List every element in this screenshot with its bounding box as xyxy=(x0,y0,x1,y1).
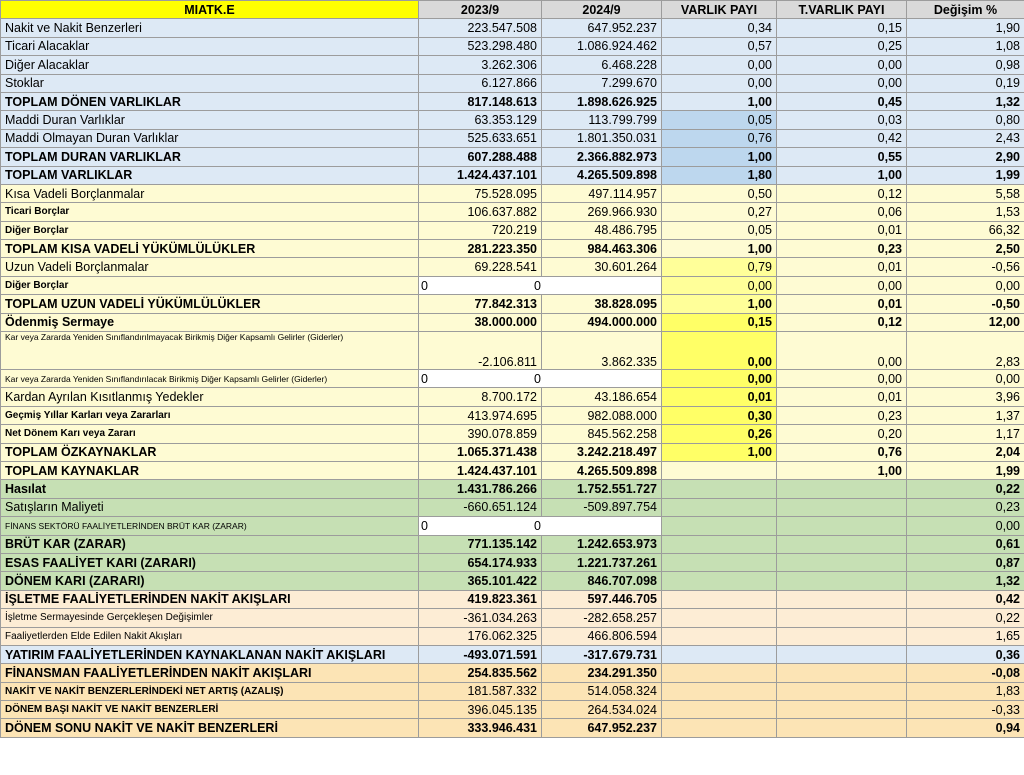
tvarlik-payi[interactable]: 0,06 xyxy=(777,203,907,221)
row-label[interactable]: Ticari Borçlar xyxy=(1,203,419,221)
value-2023[interactable]: 523.298.480 xyxy=(419,37,542,55)
table-row xyxy=(1,443,1024,461)
zero-values-cell[interactable] xyxy=(419,370,662,388)
table-body xyxy=(1,19,1024,737)
degisim[interactable]: 5,58 xyxy=(907,184,1024,202)
value-2023[interactable]: 63.353.129 xyxy=(419,111,542,129)
value-2023[interactable]: 365.101.422 xyxy=(419,572,542,590)
row-label[interactable]: NAKİT VE NAKİT BENZERLERİNDEKİ NET ARTIŞ (AZALIŞ) xyxy=(1,682,419,700)
row-label[interactable]: Kar veya Zararda Yeniden Sınıflandırılmayacak Birikmiş Diğer Kapsamlı Gelirler (Giderler) xyxy=(1,332,419,370)
value-2023: 0 xyxy=(421,518,428,533)
varlik-payi[interactable]: 1,00 xyxy=(662,92,777,110)
varlik-payi[interactable]: 1,00 xyxy=(662,148,777,166)
table-row xyxy=(1,313,1024,331)
tvarlik-payi[interactable]: 1,00 xyxy=(777,166,907,184)
value-2024[interactable]: 113.799.799 xyxy=(542,111,662,129)
varlik-payi[interactable] xyxy=(662,480,777,498)
row-label[interactable]: TOPLAM DÖNEN VARLIKLAR xyxy=(1,92,419,110)
ticker-title[interactable]: MIATK.E xyxy=(1,1,419,19)
row-label[interactable]: Kısa Vadeli Borçlanmalar xyxy=(1,184,419,202)
tvarlik-payi[interactable]: 0,12 xyxy=(777,313,907,331)
tvarlik-payi[interactable] xyxy=(777,590,907,608)
value-2024: 0 xyxy=(534,518,541,533)
row-label[interactable]: FİNANS SEKTÖRÜ FAALİYETLERİNDEN BRÜT KAR (ZARAR) xyxy=(1,517,419,535)
row-label[interactable]: TOPLAM DURAN VARLIKLAR xyxy=(1,148,419,166)
value-2024[interactable]: -282.658.257 xyxy=(542,609,662,627)
degisim[interactable]: 1,17 xyxy=(907,425,1024,443)
table-row xyxy=(1,19,1024,37)
varlik-payi[interactable]: 0,76 xyxy=(662,129,777,147)
varlik-payi[interactable]: 0,05 xyxy=(662,221,777,239)
value-2024[interactable]: 1.752.551.727 xyxy=(542,480,662,498)
varlik-payi[interactable] xyxy=(662,627,777,645)
value-2024[interactable]: 846.707.098 xyxy=(542,572,662,590)
table-row xyxy=(1,517,1024,535)
varlik-payi[interactable]: 1,00 xyxy=(662,240,777,258)
row-label[interactable]: FİNANSMAN FAALİYETLERİNDEN NAKİT AKIŞLARI xyxy=(1,664,419,682)
varlik-payi[interactable]: 0,34 xyxy=(662,19,777,37)
table-row xyxy=(1,148,1024,166)
varlik-payi[interactable] xyxy=(662,609,777,627)
table-row xyxy=(1,203,1024,221)
varlik-payi[interactable]: 0,05 xyxy=(662,111,777,129)
table-row xyxy=(1,406,1024,424)
tvarlik-payi[interactable] xyxy=(777,645,907,663)
varlik-payi[interactable]: 0,26 xyxy=(662,425,777,443)
value-2023[interactable]: 38.000.000 xyxy=(419,313,542,331)
degisim[interactable]: 0,98 xyxy=(907,56,1024,74)
row-label[interactable]: Kardan Ayrılan Kısıtlanmış Yedekler xyxy=(1,388,419,406)
varlik-payi[interactable]: 1,00 xyxy=(662,443,777,461)
value-2023[interactable]: 720.219 xyxy=(419,221,542,239)
degisim[interactable]: 1,08 xyxy=(907,37,1024,55)
col-varlik-payi-header[interactable]: VARLIK PAYI xyxy=(662,1,777,19)
row-label[interactable]: Hasılat xyxy=(1,480,419,498)
degisim[interactable]: 0,00 xyxy=(907,276,1024,294)
col-2023-header[interactable]: 2023/9 xyxy=(419,1,542,19)
degisim[interactable]: 1,65 xyxy=(907,627,1024,645)
table-row xyxy=(1,56,1024,74)
value-2024[interactable]: 6.468.228 xyxy=(542,56,662,74)
value-2023[interactable]: 333.946.431 xyxy=(419,719,542,737)
value-2024[interactable]: 2.366.882.973 xyxy=(542,148,662,166)
tvarlik-payi[interactable]: 0,42 xyxy=(777,129,907,147)
varlik-payi[interactable] xyxy=(662,461,777,479)
table-row xyxy=(1,480,1024,498)
tvarlik-payi[interactable]: 0,23 xyxy=(777,406,907,424)
degisim[interactable]: 2,43 xyxy=(907,129,1024,147)
tvarlik-payi[interactable] xyxy=(777,719,907,737)
table-row xyxy=(1,664,1024,682)
value-2024[interactable]: 234.291.350 xyxy=(542,664,662,682)
value-2023[interactable]: 817.148.613 xyxy=(419,92,542,110)
zero-values xyxy=(419,372,661,386)
value-2023[interactable]: 419.823.361 xyxy=(419,590,542,608)
row-label[interactable]: Ticari Alacaklar xyxy=(1,37,419,55)
value-2023[interactable]: 525.633.651 xyxy=(419,129,542,147)
degisim[interactable]: 2,90 xyxy=(907,148,1024,166)
degisim[interactable]: 1,99 xyxy=(907,461,1024,479)
value-2024[interactable]: 30.601.264 xyxy=(542,258,662,276)
degisim[interactable]: 1,99 xyxy=(907,166,1024,184)
value-2023[interactable]: 77.842.313 xyxy=(419,295,542,313)
row-label[interactable]: Diğer Borçlar xyxy=(1,221,419,239)
degisim[interactable]: 0,22 xyxy=(907,480,1024,498)
degisim[interactable]: 1,53 xyxy=(907,203,1024,221)
degisim[interactable]: -0,50 xyxy=(907,295,1024,313)
varlik-payi[interactable]: 1,00 xyxy=(662,295,777,313)
zero-values xyxy=(419,519,661,533)
tvarlik-payi[interactable] xyxy=(777,701,907,719)
degisim[interactable]: 66,32 xyxy=(907,221,1024,239)
value-2024[interactable]: 1.086.924.462 xyxy=(542,37,662,55)
degisim[interactable]: 2,50 xyxy=(907,240,1024,258)
value-2023[interactable]: 75.528.095 xyxy=(419,184,542,202)
degisim[interactable]: -0,08 xyxy=(907,664,1024,682)
value-2024: 0 xyxy=(534,278,541,293)
tvarlik-payi[interactable] xyxy=(777,480,907,498)
tvarlik-payi[interactable]: 0,20 xyxy=(777,425,907,443)
col-2024-header[interactable]: 2024/9 xyxy=(542,1,662,19)
tvarlik-payi[interactable]: 0,12 xyxy=(777,184,907,202)
tvarlik-payi[interactable]: 0,25 xyxy=(777,37,907,55)
varlik-payi[interactable]: 0,57 xyxy=(662,37,777,55)
table-row xyxy=(1,92,1024,110)
tvarlik-payi[interactable]: 0,01 xyxy=(777,295,907,313)
varlik-payi[interactable]: 0,01 xyxy=(662,388,777,406)
degisim[interactable]: 1,83 xyxy=(907,682,1024,700)
table-row xyxy=(1,258,1024,276)
table-row xyxy=(1,627,1024,645)
value-2023[interactable]: -361.034.263 xyxy=(419,609,542,627)
degisim[interactable]: 1,32 xyxy=(907,92,1024,110)
degisim[interactable]: 12,00 xyxy=(907,313,1024,331)
varlik-payi[interactable] xyxy=(662,719,777,737)
degisim[interactable]: 0,00 xyxy=(907,517,1024,535)
value-2024: 0 xyxy=(534,371,541,386)
value-2023[interactable]: 607.288.488 xyxy=(419,148,542,166)
row-label[interactable]: Satışların Maliyeti xyxy=(1,498,419,516)
value-2024[interactable]: 3.862.335 xyxy=(542,332,662,370)
degisim[interactable]: 1,32 xyxy=(907,572,1024,590)
varlik-payi[interactable]: 0,50 xyxy=(662,184,777,202)
row-label[interactable]: Maddi Duran Varlıklar xyxy=(1,111,419,129)
table-row xyxy=(1,111,1024,129)
tvarlik-payi[interactable]: 0,23 xyxy=(777,240,907,258)
degisim[interactable]: 0,00 xyxy=(907,370,1024,388)
degisim[interactable]: 1,37 xyxy=(907,406,1024,424)
varlik-payi[interactable]: 0,79 xyxy=(662,258,777,276)
row-label[interactable]: TOPLAM UZUN VADELİ YÜKÜMLÜLÜKLER xyxy=(1,295,419,313)
row-label[interactable]: Faaliyetlerden Elde Edilen Nakit Akışları xyxy=(1,627,419,645)
value-2024[interactable]: 647.952.237 xyxy=(542,719,662,737)
table-row xyxy=(1,682,1024,700)
value-2023[interactable]: 413.974.695 xyxy=(419,406,542,424)
row-label[interactable]: Uzun Vadeli Borçlanmalar xyxy=(1,258,419,276)
value-2024[interactable]: 3.242.218.497 xyxy=(542,443,662,461)
tvarlik-payi[interactable]: 0,03 xyxy=(777,111,907,129)
value-2024[interactable]: 466.806.594 xyxy=(542,627,662,645)
value-2023[interactable]: 390.078.859 xyxy=(419,425,542,443)
varlik-payi[interactable]: 0,00 xyxy=(662,370,777,388)
value-2024[interactable]: 269.966.930 xyxy=(542,203,662,221)
value-2023: 0 xyxy=(421,278,428,293)
degisim[interactable]: 0,42 xyxy=(907,590,1024,608)
tvarlik-payi[interactable] xyxy=(777,627,907,645)
varlik-payi[interactable] xyxy=(662,535,777,553)
value-2024[interactable]: -509.897.754 xyxy=(542,498,662,516)
row-label[interactable]: Diğer Alacaklar xyxy=(1,56,419,74)
value-2023[interactable]: -493.071.591 xyxy=(419,645,542,663)
value-2023[interactable]: -2.106.811 xyxy=(419,332,542,370)
tvarlik-payi[interactable]: 0,00 xyxy=(777,74,907,92)
varlik-payi[interactable]: 0,15 xyxy=(662,313,777,331)
degisim[interactable]: -0,33 xyxy=(907,701,1024,719)
value-2024[interactable]: 1.801.350.031 xyxy=(542,129,662,147)
varlik-payi[interactable]: 0,27 xyxy=(662,203,777,221)
value-2024[interactable]: 43.186.654 xyxy=(542,388,662,406)
value-2023[interactable]: -660.651.124 xyxy=(419,498,542,516)
tvarlik-payi[interactable]: 0,15 xyxy=(777,19,907,37)
degisim[interactable]: 3,96 xyxy=(907,388,1024,406)
row-label[interactable]: Ödenmiş Sermaye xyxy=(1,313,419,331)
tvarlik-payi[interactable]: 0,55 xyxy=(777,148,907,166)
table-row xyxy=(1,535,1024,553)
value-2023[interactable]: 6.127.866 xyxy=(419,74,542,92)
tvarlik-payi[interactable]: 0,00 xyxy=(777,370,907,388)
row-label[interactable]: İşletme Sermayesinde Gerçekleşen Değişimler xyxy=(1,609,419,627)
varlik-payi[interactable] xyxy=(662,682,777,700)
row-label[interactable]: DÖNEM KARI (ZARARI) xyxy=(1,572,419,590)
row-label[interactable]: Diğer Borçlar xyxy=(1,276,419,294)
value-2024[interactable]: 597.446.705 xyxy=(542,590,662,608)
tvarlik-payi[interactable]: 0,76 xyxy=(777,443,907,461)
table-row xyxy=(1,609,1024,627)
value-2024[interactable]: 4.265.509.898 xyxy=(542,461,662,479)
value-2024[interactable]: 7.299.670 xyxy=(542,74,662,92)
varlik-payi[interactable]: 0,00 xyxy=(662,276,777,294)
table-row xyxy=(1,461,1024,479)
table-row xyxy=(1,498,1024,516)
row-label[interactable]: Maddi Olmayan Duran Varlıklar xyxy=(1,129,419,147)
value-2024[interactable]: 48.486.795 xyxy=(542,221,662,239)
varlik-payi[interactable] xyxy=(662,701,777,719)
value-2024[interactable]: 1.221.737.261 xyxy=(542,553,662,571)
tvarlik-payi[interactable] xyxy=(777,535,907,553)
tvarlik-payi[interactable] xyxy=(777,553,907,571)
value-2023[interactable]: 1.065.371.438 xyxy=(419,443,542,461)
table-row xyxy=(1,553,1024,571)
value-2023[interactable]: 396.045.135 xyxy=(419,701,542,719)
varlik-payi[interactable]: 0,00 xyxy=(662,74,777,92)
table-row xyxy=(1,425,1024,443)
degisim[interactable]: 0,19 xyxy=(907,74,1024,92)
varlik-payi[interactable] xyxy=(662,664,777,682)
row-label[interactable]: ESAS FAALİYET KARI (ZARARI) xyxy=(1,553,419,571)
zero-values-cell[interactable] xyxy=(419,517,662,535)
table-row xyxy=(1,129,1024,147)
value-2023[interactable]: 176.062.325 xyxy=(419,627,542,645)
tvarlik-payi[interactable]: 0,01 xyxy=(777,221,907,239)
varlik-payi[interactable] xyxy=(662,590,777,608)
value-2024[interactable]: 982.088.000 xyxy=(542,406,662,424)
table-row xyxy=(1,590,1024,608)
varlik-payi[interactable]: 0,00 xyxy=(662,56,777,74)
table-row xyxy=(1,184,1024,202)
value-2023[interactable]: 1.424.437.101 xyxy=(419,166,542,184)
degisim[interactable]: 0,22 xyxy=(907,609,1024,627)
row-label[interactable]: Stoklar xyxy=(1,74,419,92)
value-2024[interactable]: 38.828.095 xyxy=(542,295,662,313)
value-2023[interactable]: 223.547.508 xyxy=(419,19,542,37)
row-label[interactable]: YATIRIM FAALİYETLERİNDEN KAYNAKLANAN NAKİT AKIŞLARI xyxy=(1,645,419,663)
row-label[interactable]: TOPLAM KAYNAKLAR xyxy=(1,461,419,479)
table-row xyxy=(1,719,1024,737)
varlik-payi[interactable]: 0,30 xyxy=(662,406,777,424)
row-label[interactable]: Nakit ve Nakit Benzerleri xyxy=(1,19,419,37)
value-2024[interactable]: -317.679.731 xyxy=(542,645,662,663)
degisim[interactable]: 0,61 xyxy=(907,535,1024,553)
value-2024[interactable]: 497.114.957 xyxy=(542,184,662,202)
degisim[interactable]: 0,23 xyxy=(907,498,1024,516)
table-row xyxy=(1,332,1024,370)
table-row xyxy=(1,370,1024,388)
varlik-payi[interactable] xyxy=(662,553,777,571)
value-2023[interactable]: 8.700.172 xyxy=(419,388,542,406)
tvarlik-payi[interactable]: 0,00 xyxy=(777,332,907,370)
tvarlik-payi[interactable]: 0,45 xyxy=(777,92,907,110)
value-2024[interactable]: 647.952.237 xyxy=(542,19,662,37)
row-label[interactable]: Geçmiş Yıllar Karları veya Zararları xyxy=(1,406,419,424)
value-2023[interactable]: 281.223.350 xyxy=(419,240,542,258)
row-label[interactable]: Net Dönem Karı veya Zararı xyxy=(1,425,419,443)
varlik-payi[interactable]: 1,80 xyxy=(662,166,777,184)
value-2023[interactable]: 1.424.437.101 xyxy=(419,461,542,479)
value-2024[interactable]: 494.000.000 xyxy=(542,313,662,331)
value-2023: 0 xyxy=(421,371,428,386)
tvarlik-payi[interactable] xyxy=(777,498,907,516)
value-2024[interactable]: 4.265.509.898 xyxy=(542,166,662,184)
varlik-payi[interactable]: 0,00 xyxy=(662,332,777,370)
degisim[interactable]: 0,36 xyxy=(907,645,1024,663)
table-row xyxy=(1,37,1024,55)
table-row xyxy=(1,572,1024,590)
table-row xyxy=(1,388,1024,406)
tvarlik-payi[interactable] xyxy=(777,664,907,682)
row-label[interactable]: TOPLAM VARLIKLAR xyxy=(1,166,419,184)
col-tvarlik-payi-header[interactable]: T.VARLIK PAYI xyxy=(777,1,907,19)
row-label[interactable]: DÖNEM BAŞI NAKİT VE NAKİT BENZERLERİ xyxy=(1,701,419,719)
table-row xyxy=(1,74,1024,92)
tvarlik-payi[interactable] xyxy=(777,572,907,590)
varlik-payi[interactable] xyxy=(662,498,777,516)
table-row xyxy=(1,295,1024,313)
table-row xyxy=(1,645,1024,663)
varlik-payi[interactable] xyxy=(662,572,777,590)
value-2024[interactable]: 264.534.024 xyxy=(542,701,662,719)
tvarlik-payi[interactable] xyxy=(777,682,907,700)
tvarlik-payi[interactable]: 0,01 xyxy=(777,258,907,276)
value-2024[interactable]: 984.463.306 xyxy=(542,240,662,258)
varlik-payi[interactable] xyxy=(662,645,777,663)
value-2023[interactable]: 654.174.933 xyxy=(419,553,542,571)
value-2023[interactable]: 69.228.541 xyxy=(419,258,542,276)
row-label[interactable]: BRÜT KAR (ZARAR) xyxy=(1,535,419,553)
header-row xyxy=(1,1,1024,19)
value-2023[interactable]: 106.637.882 xyxy=(419,203,542,221)
value-2024[interactable]: 1.242.653.973 xyxy=(542,535,662,553)
value-2023[interactable]: 254.835.562 xyxy=(419,664,542,682)
tvarlik-payi[interactable]: 0,00 xyxy=(777,56,907,74)
degisim[interactable]: 0,87 xyxy=(907,553,1024,571)
tvarlik-payi[interactable] xyxy=(777,609,907,627)
zero-values xyxy=(419,279,661,293)
table-row xyxy=(1,166,1024,184)
table-row xyxy=(1,221,1024,239)
tvarlik-payi[interactable]: 0,00 xyxy=(777,276,907,294)
degisim[interactable]: -0,56 xyxy=(907,258,1024,276)
degisim[interactable]: 2,83 xyxy=(907,332,1024,370)
row-label[interactable]: Kar veya Zararda Yeniden Sınıflandırılacak Birikmiş Diğer Kapsamlı Gelirler (Giderler) xyxy=(1,370,419,388)
row-label[interactable]: TOPLAM KISA VADELİ YÜKÜMLÜLÜKLER xyxy=(1,240,419,258)
degisim[interactable]: 0,80 xyxy=(907,111,1024,129)
tvarlik-payi[interactable]: 0,01 xyxy=(777,388,907,406)
value-2023[interactable]: 771.135.142 xyxy=(419,535,542,553)
value-2024[interactable]: 845.562.258 xyxy=(542,425,662,443)
row-label[interactable]: İŞLETME FAALİYETLERİNDEN NAKİT AKIŞLARI xyxy=(1,590,419,608)
value-2023[interactable]: 181.587.332 xyxy=(419,682,542,700)
value-2024[interactable]: 1.898.626.925 xyxy=(542,92,662,110)
tvarlik-payi[interactable]: 1,00 xyxy=(777,461,907,479)
value-2023[interactable]: 1.431.786.266 xyxy=(419,480,542,498)
value-2023[interactable]: 3.262.306 xyxy=(419,56,542,74)
table-row xyxy=(1,240,1024,258)
row-label[interactable]: TOPLAM ÖZKAYNAKLAR xyxy=(1,443,419,461)
degisim[interactable]: 1,90 xyxy=(907,19,1024,37)
varlik-payi[interactable] xyxy=(662,517,777,535)
row-label[interactable]: DÖNEM SONU NAKİT VE NAKİT BENZERLERİ xyxy=(1,719,419,737)
tvarlik-payi[interactable] xyxy=(777,517,907,535)
col-degisim-header[interactable]: Değişim % xyxy=(907,1,1024,19)
degisim[interactable]: 0,94 xyxy=(907,719,1024,737)
zero-values-cell[interactable] xyxy=(419,276,662,294)
table-row xyxy=(1,701,1024,719)
degisim[interactable]: 2,04 xyxy=(907,443,1024,461)
table-row xyxy=(1,276,1024,294)
value-2024[interactable]: 514.058.324 xyxy=(542,682,662,700)
